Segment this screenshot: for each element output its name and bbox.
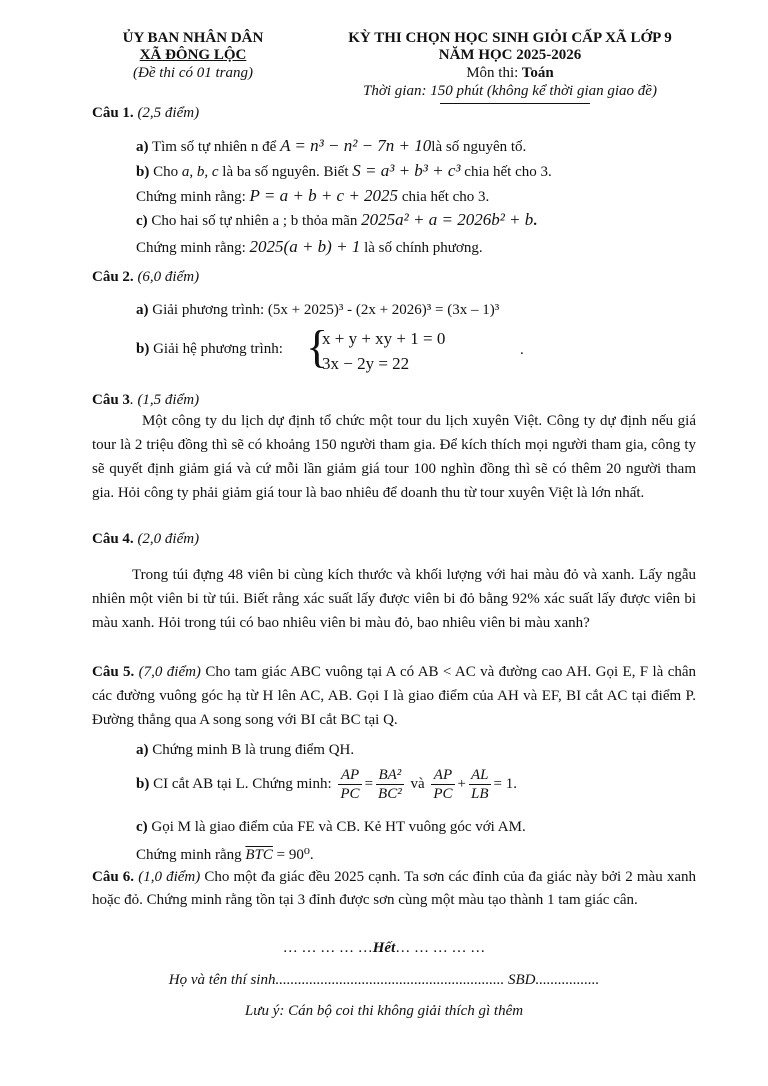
q6 [92, 866, 696, 912]
school-year: NĂM HỌC 2025-2026 [438, 47, 582, 63]
q1-c2-text-end: là số chính phương. [360, 240, 483, 256]
q5-part-c-line2 [136, 845, 314, 864]
q1-part-a [136, 136, 526, 156]
q1-b-text: Cho [149, 164, 182, 180]
q1-c-expression: 2025a² + a = 2026b² + b [361, 210, 534, 229]
q1-a-label: a) [136, 139, 149, 155]
q5-a-text: Chứng minh B là trung điểm QH. [148, 742, 355, 758]
subject-line [300, 65, 720, 82]
q5-b-text: CI cắt AB tại L. Chứng minh: [149, 776, 336, 792]
q5-c2-text-end: = 90⁰. [272, 847, 314, 863]
q5-c-text: Gọi M là giao điểm của FE và CB. Kẻ HT vuông góc với AM. [147, 819, 526, 835]
q5-a-label: a) [136, 742, 149, 758]
fraction-al-lb [469, 766, 491, 803]
q1-c2-expression: 2025(a + b) + 1 [249, 237, 361, 256]
system-eq2: 3x − 2y = 22 [322, 354, 410, 373]
equals-sign: = [364, 776, 374, 792]
q1-b-expression: S = a³ + b³ + c³ [352, 161, 461, 180]
time-underline [440, 103, 590, 104]
frac2-num: BA² [376, 766, 404, 785]
q2-title: Câu 2. [92, 269, 134, 285]
q1-b-text3: chia hết cho 3. [460, 164, 552, 180]
q2-part-a [136, 302, 499, 319]
q1-b2-text-end: chia hết cho 3. [398, 189, 490, 205]
subject-value: Toán [518, 65, 554, 81]
q1-part-c [136, 210, 537, 230]
q1-b-text2: là ba số nguyên. Biết [218, 164, 353, 180]
frac4-num: AL [471, 767, 489, 783]
fraction-ba2-bc2 [376, 766, 404, 803]
proctor-note: Lưu ý: Cán bộ coi thi không giải thích gì thêm [244, 1003, 524, 1019]
q1-c-text: Cho hai số tự nhiên a ; b thỏa mãn [147, 213, 362, 229]
end-marker [0, 940, 768, 957]
q2-b-label: b) [136, 341, 150, 357]
q4-body: Trong túi đựng 48 viên bi cùng kích thước và khối lượng với hai màu đỏ và xanh. Lấy ngẫu nhiên một viên bi từ túi. Biết rằng xác suất lấy được viên bi đỏ bằng 92% xác suất lấy được viên bi màu xanh. Hỏi trong túi có bao nhiêu viên bi màu đỏ, bao nhiêu viên bi màu xanh? [92, 567, 696, 631]
q3-heading [92, 392, 199, 409]
page-count-note: (Đề thi có 01 trang) [133, 65, 253, 81]
q5-c2-text: Chứng minh rằng [136, 847, 246, 863]
q1-b-vars: a, b, c [181, 164, 219, 180]
q5-part-a [136, 742, 354, 759]
q5-points: (7,0 điểm) [138, 664, 201, 680]
q5-title: Câu 5. [92, 664, 135, 680]
q3-points: . (1,5 điểm) [129, 392, 200, 408]
q1-a-text: Tìm số tự nhiên n để [148, 139, 281, 155]
q3-body: Một công ty du lịch dự định tổ chức một tour du lịch xuyên Việt. Công ty dự định nếu giá tour là 2 triệu đồng thì sẽ có khoảng 150 người tham gia. Để kích thích mọi người tham gia, công ty sẽ quyết định giảm giá và cứ mỗi lần giảm giá tour 100 nghìn đồng thì sẽ có thêm 20 người tham gia. Hỏi công ty phải giảm giá tour là bao nhiêu để doanh thu từ tour xuyên Việt là lớn nhất. [92, 413, 696, 501]
q1-heading [92, 105, 199, 122]
q1-c2-text: Chứng minh rằng: [136, 240, 250, 256]
q1-a-text-end: là số nguyên tố. [431, 139, 527, 155]
frac1-den: PC [340, 786, 360, 802]
equals-one: = 1. [493, 776, 517, 792]
q5-intro [92, 660, 696, 732]
time-limit [300, 83, 720, 100]
q1-part-b [136, 161, 552, 181]
frac3-den: PC [433, 786, 453, 802]
system-brace: { [306, 321, 329, 372]
q5-c-label: c) [136, 819, 148, 835]
q5-part-b [136, 766, 517, 803]
exam-title: KỲ THI CHỌN HỌC SINH GIỎI CẤP XÃ LỚP 9 [348, 30, 672, 46]
frac4-den: LB [471, 786, 489, 802]
q1-part-c-line2 [136, 237, 483, 257]
subject-label: Môn thi: [466, 65, 519, 81]
commune-name: XÃ ĐÔNG LỘC [139, 47, 247, 63]
q1-title: Câu 1. [92, 105, 134, 121]
q2-a-label: a) [136, 302, 149, 318]
fraction-ap-pc [338, 766, 361, 803]
end-dots-left: … … … … … [282, 940, 373, 956]
q5-b-label: b) [136, 776, 150, 792]
q2-heading [92, 269, 199, 286]
q4-heading [92, 531, 199, 548]
fraction-ap-pc-2 [431, 766, 454, 803]
q4-points: (2,0 điểm) [137, 531, 200, 547]
time-text: Thời gian: 150 phút (không kể thời gian giao đề) [363, 83, 657, 99]
end-word: Hết [372, 940, 396, 956]
q2-part-b [136, 341, 283, 358]
q6-points: (1,0 điểm) [138, 869, 201, 885]
q4-title: Câu 4. [92, 531, 134, 547]
system-eq1: x + y + xy + 1 = 0 [322, 329, 446, 348]
end-dots-right: … … … … … [395, 940, 486, 956]
q6-title: Câu 6. [92, 869, 135, 885]
q5-body: Cho tam giác ABC vuông tại A có AB < AC và đường cao AH. Gọi E, F là chân các đường vuông góc hạ từ H lên AC, AB. Gọi I là giao điểm của AH và EF, BI cắt AC tại điểm P. Đường thẳng qua A song song với BI cắt BC tại Q. [92, 664, 697, 728]
system-dot: . [520, 342, 524, 358]
q6-body: Cho một đa giác đều 2025 cạnh. Ta sơn các đỉnh của đa giác này bởi 2 màu xanh hoặc đỏ. Chứng minh rằng tồn tại 3 đỉnh được sơn cùng một màu tạo thành 1 tam giác cân. [92, 869, 697, 908]
q1-b2-expression: P = a + b + c + 2025 [249, 186, 399, 205]
and-word: và [406, 776, 429, 792]
q1-part-b-line2 [136, 186, 489, 206]
plus-sign: + [457, 776, 467, 792]
angle-btc: $\overline{BTC}$ [245, 847, 273, 863]
q2-a-text: Giải phương trình: (5x + 2025)³ - (2x + 2026)³ = (3x – 1)³ [148, 302, 500, 318]
q2-points: (6,0 điểm) [137, 269, 200, 285]
frac2-den: BC² [378, 786, 402, 802]
q1-a-expression: A = n³ − n² − 7n + 10 [280, 136, 432, 155]
q2-b-text: Giải hệ phương trình: [149, 341, 283, 357]
frac1-num: AP [338, 766, 361, 785]
q3-title: Câu 3 [92, 392, 130, 408]
frac3-num: AP [431, 766, 454, 785]
authority-name: ỦY BAN NHÂN DÂN [122, 30, 264, 46]
q1-points: (2,5 điểm) [137, 105, 200, 121]
q1-b2-text: Chứng minh rằng: [136, 189, 250, 205]
q1-c-label: c) [136, 213, 148, 229]
candidate-info-line: Họ và tên thí sinh............................................................. SBD................. [168, 972, 600, 988]
q1-c-end: . [533, 213, 538, 229]
q1-b-label: b) [136, 164, 150, 180]
q5-part-c [136, 819, 526, 836]
